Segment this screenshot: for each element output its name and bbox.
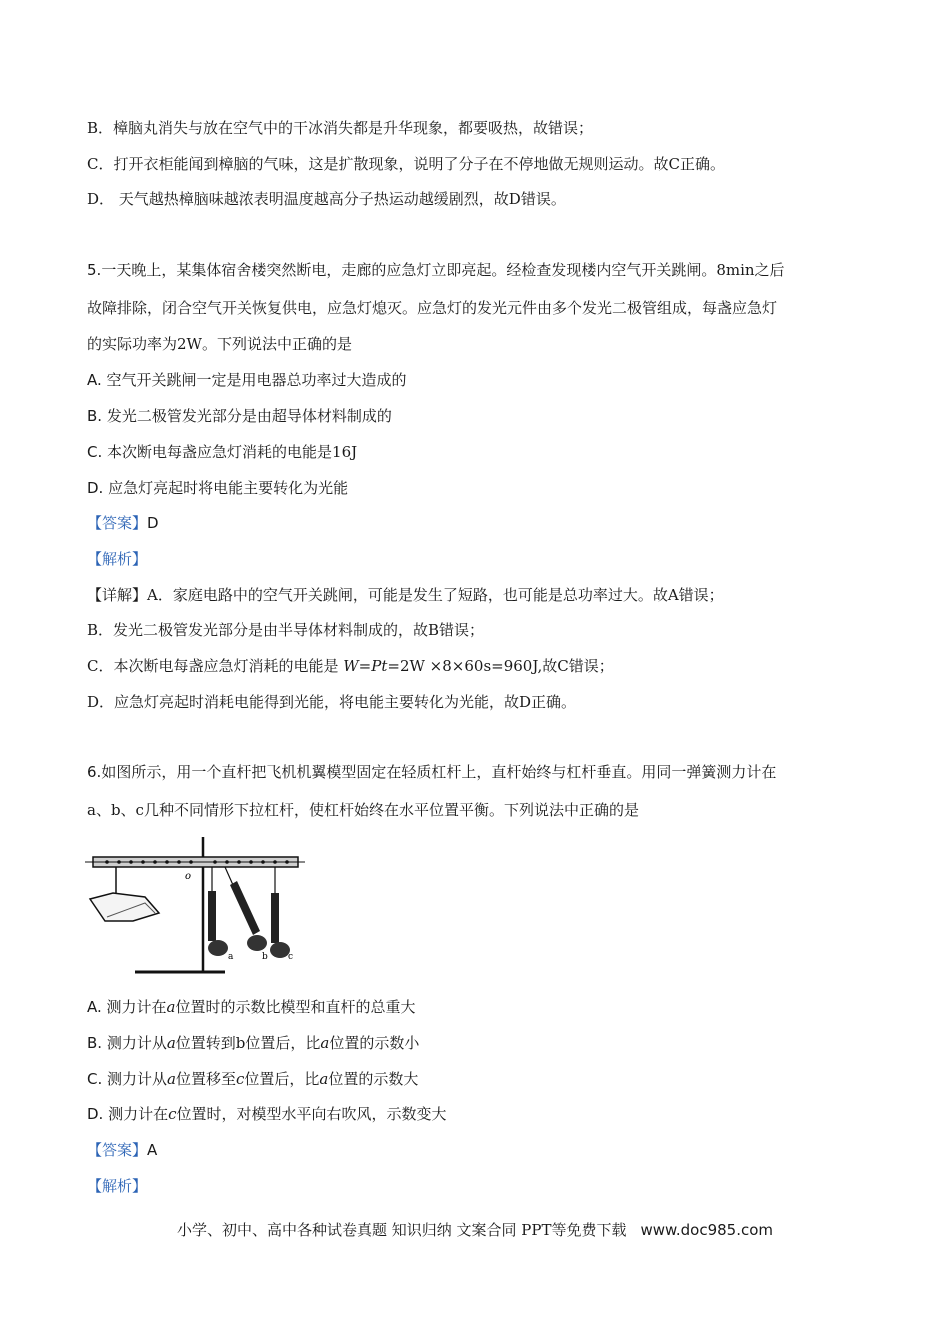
- q6-option-c: [87, 1069, 418, 1089]
- q6-answer-label: 【答案】: [87, 1141, 148, 1159]
- q6-option-d-letter: D.: [87, 1105, 104, 1123]
- label-b: b: [262, 952, 268, 962]
- pivot-label: o: [185, 871, 192, 882]
- q5-answer-value: D: [147, 514, 159, 532]
- q5-detail-a-text: A．家庭电路中的空气开关跳闸，可能是发生了短路，也可能是总功率过大。故A错误；: [147, 586, 724, 604]
- q6-analysis-label: [87, 1176, 147, 1196]
- q5-option-d-text: 应急灯亮起时将电能主要转化为光能: [103, 479, 349, 497]
- q6-option-d-post: 位置时，对模型水平向右吹风，示数变大: [176, 1105, 447, 1123]
- q6-option-c-mid2: 位置后，比: [244, 1070, 320, 1088]
- q6-option-b-var: a: [166, 1034, 176, 1052]
- q6-number: 6.: [87, 763, 102, 781]
- q4-analysis-d: D． 天气越热樟脑味越浓表明温度越高分子热运动越缓剧烈，故D错误。: [87, 190, 566, 208]
- q5-detail-c: [87, 656, 614, 676]
- q6-option-a: [87, 997, 416, 1017]
- q5-option-d-letter: D.: [87, 479, 104, 497]
- q6-option-b-letter: B.: [87, 1034, 103, 1052]
- q5-detail-c-post: =2W ×8×60s=960J,故C错误；: [387, 657, 614, 675]
- q6-option-b-pre: 测力计从: [102, 1034, 167, 1052]
- q5-detail-d: D．应急灯亮起时消耗电能得到光能，将电能主要转化为光能，故D正确。: [87, 693, 577, 711]
- q5-option-a: [87, 370, 407, 390]
- q6-option-b-var2: a: [320, 1034, 330, 1052]
- q6-option-b-mid: 位置转到b位置后，比: [175, 1034, 321, 1052]
- footer-url[interactable]: www.doc985.com: [640, 1221, 774, 1239]
- q5-option-b: [87, 406, 392, 426]
- q6-option-a-letter: A.: [87, 998, 102, 1016]
- q5-option-c-letter: C.: [87, 443, 103, 461]
- q6-option-c-var2: c: [236, 1070, 245, 1088]
- q5-detail-label: 【详解】: [87, 586, 148, 604]
- q6-option-d-var: c: [168, 1105, 177, 1123]
- q6-stem-line-2: a、b、c几种不同情形下拉杠杆，使杠杆始终在水平位置平衡。下列说法中正确的是: [87, 801, 639, 819]
- q5-detail-c-pt: Pt: [371, 657, 388, 675]
- q5-option-a-text: 空气开关跳闸一定是用电器总功率过大造成的: [101, 371, 407, 389]
- q5-answer: [87, 513, 159, 533]
- q6-option-c-var3: a: [319, 1070, 329, 1088]
- q6-option-c-pre: 测力计从: [102, 1070, 168, 1088]
- footer-text: 小学、初中、高中各种试卷真题 知识归纳 文案合同 PPT等免费下载: [176, 1221, 627, 1239]
- q5-stem-line-2: 故障排除，闭合空气开关恢复供电，应急灯熄灭。应急灯的发光元件由多个发光二极管组成，每盏应急灯: [87, 299, 778, 317]
- q5-detail-c-eq: =: [358, 657, 372, 675]
- q5-detail-c-w: W: [343, 657, 359, 675]
- q6-option-a-post: 位置时的示数比模型和直杆的总重大: [175, 998, 416, 1016]
- q6-option-c-var: a: [167, 1070, 176, 1088]
- q5-stem-line-1: [87, 260, 785, 280]
- q5-analysis-label: [87, 549, 147, 569]
- label-c: c: [288, 952, 294, 962]
- q6-answer-value: A: [147, 1141, 158, 1159]
- q6-option-a-pre: 测力计在: [101, 998, 167, 1016]
- q5-detail-c-pre: C．本次断电每盏应急灯消耗的电能是: [87, 657, 344, 675]
- q5-option-a-letter: A.: [87, 371, 102, 389]
- spring-scale-b: [225, 867, 267, 951]
- q6-option-d: [87, 1104, 447, 1124]
- page-footer: [0, 1220, 950, 1240]
- q5-analysis-label-text: 【解析】: [87, 550, 148, 568]
- q4-analysis-b: B．樟脑丸消失与放在空气中的干冰消失都是升华现象，都要吸热，故错误；: [87, 119, 594, 137]
- q6-stem-text-1: 如图所示，用一个直杆把飞机机翼模型固定在轻质杠杆上，直杆始终与杠杆垂直。用同一弹簧测力计在: [101, 763, 777, 781]
- q6-option-b-post: 位置的示数小: [329, 1034, 420, 1052]
- q5-option-b-text: 发光二极管发光部分是由超导体材料制成的: [102, 407, 392, 425]
- q6-option-c-post: 位置的示数大: [328, 1070, 419, 1088]
- q5-answer-label: 【答案】: [87, 514, 148, 532]
- lever-figure: [85, 833, 305, 980]
- q5-detail-b: B．发光二极管发光部分是由半导体材料制成的，故B错误；: [87, 621, 485, 639]
- q6-analysis-label-text: 【解析】: [87, 1177, 148, 1195]
- q6-option-d-pre: 测力计在: [103, 1105, 169, 1123]
- q4-analysis-c: C．打开衣柜能闻到樟脑的气味，这是扩散现象，说明了分子在不停地做无规则运动。故C正确。: [87, 155, 725, 173]
- q5-stem-line-3: 的实际功率为2W。下列说法中正确的是: [87, 335, 352, 353]
- q5-number: 5.: [87, 261, 102, 279]
- q5-option-c-text: 本次断电每盏应急灯消耗的电能是16J: [102, 443, 358, 461]
- q5-option-b-letter: B.: [87, 407, 103, 425]
- q5-detail-a: [87, 585, 724, 605]
- q6-stem-line-1: [87, 762, 776, 782]
- spring-scale-c: [270, 867, 290, 958]
- q5-option-d: [87, 478, 348, 498]
- q5-option-c: [87, 442, 357, 462]
- q6-option-c-letter: C.: [87, 1070, 103, 1088]
- label-a: a: [228, 952, 234, 962]
- q6-answer: [87, 1140, 157, 1160]
- spring-scale-a: [208, 867, 228, 956]
- q5-stem-text-1: 一天晚上，某集体宿舍楼突然断电，走廊的应急灯立即亮起。经检查发现楼内空气开关跳闸。8min之后: [101, 261, 785, 279]
- q6-option-c-mid: 位置移至: [175, 1070, 236, 1088]
- q6-option-b: [87, 1033, 419, 1053]
- q6-option-a-var: a: [166, 998, 176, 1016]
